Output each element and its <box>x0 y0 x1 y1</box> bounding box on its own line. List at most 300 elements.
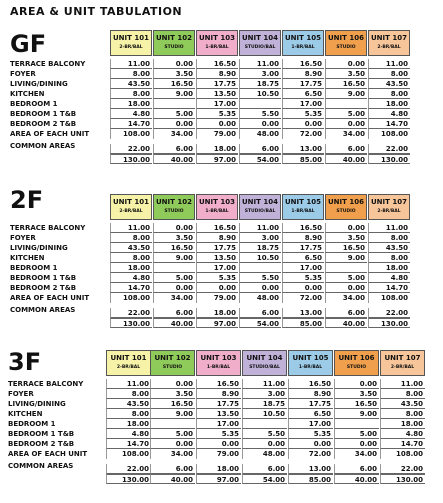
unit-type: 2-BR/BAL <box>377 45 401 50</box>
table-cell: 10.50 <box>242 409 287 419</box>
row-label: LIVING/DINING <box>10 80 68 88</box>
unit-name: UNIT 107 <box>371 198 407 206</box>
table-cell: 17.00 <box>282 99 324 109</box>
unit-header <box>282 30 324 56</box>
table-cell: 8.00 <box>368 253 410 263</box>
table-cell: 16.50 <box>196 379 241 389</box>
table-cell: 108.00 <box>110 293 152 303</box>
table-cell: 6.00 <box>325 144 367 154</box>
table-cell: 11.00 <box>106 379 151 389</box>
unit-name: UNIT 105 <box>285 198 321 206</box>
table-cell: 5.35 <box>196 273 238 283</box>
unit-name: UNIT 101 <box>113 198 149 206</box>
table-cell: 40.00 <box>334 474 379 484</box>
unit-name: UNIT 104 <box>246 354 283 362</box>
table-cell: 9.00 <box>325 253 367 263</box>
table-cell: 97.00 <box>196 474 241 484</box>
unit-name: UNIT 107 <box>384 354 421 362</box>
table-cell: 108.00 <box>368 293 410 303</box>
table-cell: 17.00 <box>196 99 238 109</box>
table-cell: 97.00 <box>196 154 238 164</box>
unit-type: STUDIO/BAL <box>244 209 276 214</box>
table-cell: 5.00 <box>153 109 195 119</box>
table-cell: 0.00 <box>196 119 238 129</box>
table-cell: 43.50 <box>368 243 410 253</box>
unit-name: UNIT 104 <box>242 34 278 42</box>
table-cell: 5.00 <box>334 429 379 439</box>
table-cell: 11.00 <box>110 59 152 69</box>
table-cell: 0.00 <box>288 439 333 449</box>
table-cell: 6.00 <box>153 308 195 318</box>
unit-type: STUDIO <box>164 209 184 214</box>
table-cell: 16.50 <box>153 243 195 253</box>
table-cell: 10.50 <box>239 253 281 263</box>
table-cell: 43.50 <box>380 399 425 409</box>
table-cell: 40.00 <box>153 154 195 164</box>
unit-header <box>242 350 287 376</box>
table-cell: 3.50 <box>153 69 195 79</box>
table-cell <box>239 99 281 109</box>
table-cell: 16.50 <box>150 399 195 409</box>
table-cell <box>325 99 367 109</box>
floor-label: GF <box>10 30 47 58</box>
unit-type: STUDIO <box>346 365 367 370</box>
table-cell: 18.00 <box>110 99 152 109</box>
table-cell: 5.00 <box>153 273 195 283</box>
table-cell: 18.00 <box>196 308 238 318</box>
table-cell: 5.00 <box>325 273 367 283</box>
row-label: BEDROOM 1 <box>10 100 58 108</box>
unit-header <box>368 30 410 56</box>
table-cell: 5.35 <box>196 109 238 119</box>
table-cell: 6.50 <box>288 409 333 419</box>
table-cell: 108.00 <box>368 129 410 139</box>
table-cell: 48.00 <box>242 449 287 459</box>
table-cell: 108.00 <box>380 449 425 459</box>
row-label: KITCHEN <box>10 254 45 262</box>
table-cell: 85.00 <box>282 318 324 328</box>
table-cell: 11.00 <box>239 59 281 69</box>
table-cell: 17.75 <box>288 399 333 409</box>
table-cell: 4.80 <box>106 429 151 439</box>
table-cell: 17.75 <box>282 79 324 89</box>
table-cell: 34.00 <box>325 293 367 303</box>
table-cell <box>325 263 367 273</box>
row-label: COMMON AREAS <box>10 142 76 150</box>
table-cell: 43.50 <box>110 79 152 89</box>
table-cell: 16.50 <box>153 79 195 89</box>
table-cell: 13.00 <box>282 308 324 318</box>
table-cell: 5.35 <box>288 429 333 439</box>
unit-header <box>196 194 238 220</box>
unit-header <box>110 194 152 220</box>
table-cell: 18.00 <box>110 263 152 273</box>
table-cell: 48.00 <box>239 293 281 303</box>
table-cell: 16.50 <box>325 79 367 89</box>
row-label: KITCHEN <box>10 90 45 98</box>
table-cell: 4.80 <box>368 273 410 283</box>
table-cell: 8.00 <box>380 409 425 419</box>
table-cell: 13.00 <box>288 464 333 474</box>
table-cell: 5.35 <box>196 429 241 439</box>
table-cell: 4.80 <box>110 109 152 119</box>
row-label: BEDROOM 1 <box>8 420 56 428</box>
table-cell: 18.75 <box>239 79 281 89</box>
table-cell: 97.00 <box>196 318 238 328</box>
table-cell: 14.70 <box>110 283 152 293</box>
table-cell: 5.35 <box>282 273 324 283</box>
row-label: BEDROOM 2 T&B <box>10 120 77 128</box>
unit-header <box>196 350 241 376</box>
table-cell: 6.00 <box>242 464 287 474</box>
unit-header <box>239 194 281 220</box>
row-label: LIVING/DINING <box>8 400 66 408</box>
table-cell: 22.00 <box>106 464 151 474</box>
table-cell: 16.50 <box>282 223 324 233</box>
row-label: BEDROOM 1 T&B <box>10 274 77 282</box>
unit-header <box>110 30 152 56</box>
table-cell: 85.00 <box>288 474 333 484</box>
table-cell: 3.50 <box>325 69 367 79</box>
unit-type: 2-BR/BAL <box>390 365 415 370</box>
row-label: LIVING/DINING <box>10 244 68 252</box>
unit-header <box>106 350 151 376</box>
row-label: AREA OF EACH UNIT <box>10 130 90 138</box>
table-cell: 72.00 <box>288 449 333 459</box>
row-label: BEDROOM 2 T&B <box>10 284 77 292</box>
table-cell: 108.00 <box>106 449 151 459</box>
table-cell: 16.50 <box>196 223 238 233</box>
row-label: BEDROOM 1 <box>10 264 58 272</box>
table-cell: 3.50 <box>153 233 195 243</box>
table-cell: 8.90 <box>196 233 238 243</box>
table-cell: 0.00 <box>325 119 367 129</box>
table-cell: 40.00 <box>153 318 195 328</box>
table-cell <box>153 99 195 109</box>
unit-header <box>239 30 281 56</box>
table-cell: 0.00 <box>239 119 281 129</box>
table-cell: 43.50 <box>106 399 151 409</box>
table-cell: 43.50 <box>368 79 410 89</box>
table-cell: 18.00 <box>380 419 425 429</box>
table-cell: 4.80 <box>110 273 152 283</box>
table-cell: 3.00 <box>239 69 281 79</box>
table-cell: 11.00 <box>239 223 281 233</box>
table-cell: 0.00 <box>153 59 195 69</box>
table-cell: 17.75 <box>282 243 324 253</box>
table-cell: 8.00 <box>368 69 410 79</box>
table-cell: 40.00 <box>325 318 367 328</box>
table-cell: 6.00 <box>150 464 195 474</box>
unit-name: UNIT 106 <box>338 354 375 362</box>
table-cell: 0.00 <box>153 223 195 233</box>
unit-type: 1-BR/BAL <box>291 209 315 214</box>
unit-type: STUDIO/BAL <box>249 365 280 370</box>
unit-type: 1-BR/BAL <box>206 365 231 370</box>
unit-name: UNIT 103 <box>199 34 235 42</box>
table-cell: 13.00 <box>282 144 324 154</box>
unit-type: 1-BR/BAL <box>205 209 229 214</box>
row-label: AREA OF EACH UNIT <box>10 294 90 302</box>
table-cell: 18.00 <box>368 263 410 273</box>
table-cell: 8.00 <box>110 253 152 263</box>
table-cell: 14.70 <box>110 119 152 129</box>
table-cell: 54.00 <box>242 474 287 484</box>
table-cell: 0.00 <box>196 283 238 293</box>
table-cell: 54.00 <box>239 154 281 164</box>
row-label: FOYER <box>10 234 36 242</box>
table-cell: 34.00 <box>153 129 195 139</box>
unit-header <box>368 194 410 220</box>
row-label: TERRACE BALCONY <box>10 60 86 68</box>
unit-type: STUDIO <box>336 45 356 50</box>
table-cell: 16.50 <box>325 243 367 253</box>
table-cell: 130.00 <box>106 474 151 484</box>
table-cell: 8.90 <box>282 233 324 243</box>
row-label: KITCHEN <box>8 410 43 418</box>
unit-type: STUDIO <box>164 45 184 50</box>
unit-name: UNIT 107 <box>371 34 407 42</box>
unit-name: UNIT 101 <box>113 34 149 42</box>
table-cell: 0.00 <box>334 379 379 389</box>
table-cell: 11.00 <box>110 223 152 233</box>
table-cell: 40.00 <box>150 474 195 484</box>
table-cell: 3.50 <box>325 233 367 243</box>
table-cell: 9.00 <box>325 89 367 99</box>
unit-type: 2-BR/BAL <box>119 209 143 214</box>
unit-header <box>153 30 195 56</box>
table-cell: 8.00 <box>106 409 151 419</box>
unit-header <box>150 350 195 376</box>
table-cell: 79.00 <box>196 129 238 139</box>
table-cell: 79.00 <box>196 293 238 303</box>
row-label: BEDROOM 1 T&B <box>10 110 77 118</box>
unit-type: STUDIO <box>336 209 356 214</box>
table-cell: 9.00 <box>153 253 195 263</box>
table-cell: 6.00 <box>325 308 367 318</box>
unit-type: 1-BR/BAL <box>291 45 315 50</box>
table-cell: 85.00 <box>282 154 324 164</box>
table-cell: 13.50 <box>196 409 241 419</box>
table-cell: 11.00 <box>242 379 287 389</box>
unit-type: 1-BR/BAL <box>205 45 229 50</box>
table-cell: 17.00 <box>282 263 324 273</box>
table-cell: 72.00 <box>282 129 324 139</box>
table-cell: 17.75 <box>196 399 241 409</box>
table-cell: 22.00 <box>110 308 152 318</box>
unit-type: 2-BR/BAL <box>119 45 143 50</box>
unit-header <box>325 194 367 220</box>
table-cell: 8.90 <box>196 389 241 399</box>
table-cell <box>153 263 195 273</box>
table-cell: 130.00 <box>380 474 425 484</box>
unit-header <box>325 30 367 56</box>
table-cell: 4.80 <box>368 109 410 119</box>
unit-name: UNIT 102 <box>154 354 191 362</box>
table-cell: 8.00 <box>368 89 410 99</box>
table-cell: 130.00 <box>368 154 410 164</box>
table-cell <box>150 419 195 429</box>
page-title: AREA & UNIT TABULATION <box>10 5 183 18</box>
table-cell: 0.00 <box>282 283 324 293</box>
table-cell: 0.00 <box>153 119 195 129</box>
row-label: AREA OF EACH UNIT <box>8 450 88 458</box>
table-cell: 8.00 <box>110 233 152 243</box>
table-cell: 18.75 <box>242 399 287 409</box>
row-label: TERRACE BALCONY <box>8 380 84 388</box>
unit-type: STUDIO/BAL <box>244 45 276 50</box>
table-cell: 130.00 <box>110 318 152 328</box>
unit-type: 2-BR/BAL <box>116 365 141 370</box>
table-cell: 79.00 <box>196 449 241 459</box>
table-cell: 5.00 <box>150 429 195 439</box>
table-cell: 13.50 <box>196 253 238 263</box>
table-cell: 22.00 <box>368 308 410 318</box>
table-cell: 8.00 <box>380 389 425 399</box>
table-cell: 18.75 <box>239 243 281 253</box>
table-cell: 16.50 <box>196 59 238 69</box>
table-cell: 108.00 <box>110 129 152 139</box>
table-cell: 9.00 <box>150 409 195 419</box>
table-cell: 34.00 <box>153 293 195 303</box>
table-cell: 11.00 <box>380 379 425 389</box>
unit-type: 1-BR/BAL <box>298 365 323 370</box>
table-cell: 6.00 <box>153 144 195 154</box>
table-cell <box>334 419 379 429</box>
row-label: COMMON AREAS <box>10 306 76 314</box>
table-cell: 17.00 <box>288 419 333 429</box>
table-cell: 43.50 <box>110 243 152 253</box>
unit-header <box>153 194 195 220</box>
unit-header <box>196 30 238 56</box>
table-cell: 16.50 <box>288 379 333 389</box>
unit-name: UNIT 102 <box>156 34 192 42</box>
unit-name: UNIT 106 <box>328 198 364 206</box>
table-cell: 14.70 <box>380 439 425 449</box>
table-cell: 10.50 <box>239 89 281 99</box>
table-cell: 18.00 <box>106 419 151 429</box>
row-label: TERRACE BALCONY <box>10 224 86 232</box>
unit-name: UNIT 101 <box>110 354 147 362</box>
table-cell: 6.00 <box>239 144 281 154</box>
table-cell: 8.90 <box>288 389 333 399</box>
table-cell: 16.50 <box>282 59 324 69</box>
table-cell: 8.00 <box>110 89 152 99</box>
table-cell: 3.50 <box>334 389 379 399</box>
table-cell: 0.00 <box>325 223 367 233</box>
table-cell: 18.00 <box>196 144 238 154</box>
unit-name: UNIT 105 <box>292 354 329 362</box>
table-cell <box>239 263 281 273</box>
table-cell: 5.00 <box>325 109 367 119</box>
table-cell: 18.00 <box>196 464 241 474</box>
unit-name: UNIT 106 <box>328 34 364 42</box>
unit-header <box>334 350 379 376</box>
table-cell: 6.00 <box>239 308 281 318</box>
table-cell: 17.00 <box>196 263 238 273</box>
unit-name: UNIT 102 <box>156 198 192 206</box>
unit-type: 2-BR/BAL <box>377 209 401 214</box>
unit-header <box>282 194 324 220</box>
table-cell: 14.70 <box>368 119 410 129</box>
table-cell: 3.00 <box>242 389 287 399</box>
table-cell: 130.00 <box>110 154 152 164</box>
row-label: COMMON AREAS <box>8 462 74 470</box>
table-cell: 3.50 <box>150 389 195 399</box>
table-cell: 11.00 <box>368 223 410 233</box>
unit-name: UNIT 104 <box>242 198 278 206</box>
table-cell: 8.90 <box>196 69 238 79</box>
table-cell: 34.00 <box>334 449 379 459</box>
table-cell: 34.00 <box>150 449 195 459</box>
table-cell: 5.50 <box>239 109 281 119</box>
table-cell: 8.00 <box>106 389 151 399</box>
table-cell: 48.00 <box>239 129 281 139</box>
table-cell: 14.70 <box>368 283 410 293</box>
table-cell: 5.50 <box>242 429 287 439</box>
table-cell: 6.50 <box>282 253 324 263</box>
table-cell: 17.75 <box>196 79 238 89</box>
table-cell: 8.00 <box>368 233 410 243</box>
table-cell: 14.70 <box>106 439 151 449</box>
table-cell: 22.00 <box>368 144 410 154</box>
table-cell: 0.00 <box>239 283 281 293</box>
row-label: BEDROOM 2 T&B <box>8 440 75 448</box>
unit-name: UNIT 103 <box>200 354 237 362</box>
table-cell: 130.00 <box>368 318 410 328</box>
table-cell: 54.00 <box>239 318 281 328</box>
unit-header <box>380 350 425 376</box>
floor-label: 2F <box>10 186 44 214</box>
table-cell: 9.00 <box>153 89 195 99</box>
table-cell: 40.00 <box>325 154 367 164</box>
table-cell: 22.00 <box>110 144 152 154</box>
table-cell: 3.00 <box>239 233 281 243</box>
table-cell: 6.50 <box>282 89 324 99</box>
table-cell: 0.00 <box>334 439 379 449</box>
table-cell: 22.00 <box>380 464 425 474</box>
table-cell: 72.00 <box>282 293 324 303</box>
table-cell: 17.00 <box>196 419 241 429</box>
unit-name: UNIT 105 <box>285 34 321 42</box>
table-cell: 9.00 <box>334 409 379 419</box>
table-cell: 0.00 <box>150 379 195 389</box>
table-cell: 5.35 <box>282 109 324 119</box>
table-cell: 4.80 <box>380 429 425 439</box>
table-cell: 0.00 <box>242 439 287 449</box>
table-cell: 17.75 <box>196 243 238 253</box>
row-label: FOYER <box>8 390 34 398</box>
table-cell: 5.50 <box>239 273 281 283</box>
table-cell: 0.00 <box>282 119 324 129</box>
row-label: FOYER <box>10 70 36 78</box>
table-cell: 0.00 <box>153 283 195 293</box>
table-cell: 6.00 <box>334 464 379 474</box>
floor-label: 3F <box>8 348 42 376</box>
unit-name: UNIT 103 <box>199 198 235 206</box>
table-cell: 18.00 <box>368 99 410 109</box>
table-cell: 0.00 <box>196 439 241 449</box>
table-cell <box>242 419 287 429</box>
unit-header <box>288 350 333 376</box>
row-label: BEDROOM 1 T&B <box>8 430 75 438</box>
table-cell: 13.50 <box>196 89 238 99</box>
table-cell: 34.00 <box>325 129 367 139</box>
table-cell: 0.00 <box>325 283 367 293</box>
table-cell: 16.50 <box>334 399 379 409</box>
table-cell: 8.00 <box>110 69 152 79</box>
table-cell: 8.90 <box>282 69 324 79</box>
